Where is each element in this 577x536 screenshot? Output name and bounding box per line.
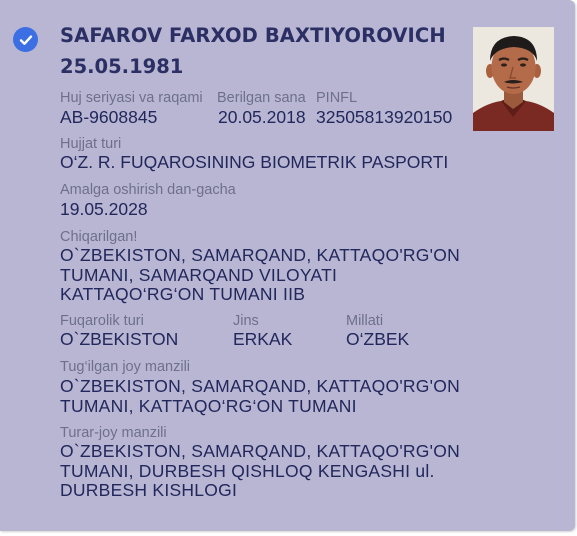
gender-value: ERKAK: [233, 329, 293, 349]
gender-label: Jins: [233, 313, 259, 329]
series-label: Huj seriyasi va raqami: [60, 90, 203, 106]
birth-date: 25.05.1981: [60, 55, 184, 78]
document-type-label: Hujjat turi: [60, 136, 122, 152]
citizenship-label: Fuqarolik turi: [60, 313, 144, 329]
nationality-value: O‘ZBEK: [346, 329, 410, 349]
issuer-label: Chiqarilgan!: [60, 229, 138, 245]
series-value: AB-9608845: [60, 107, 158, 127]
portrait-photo: [473, 27, 554, 131]
birth-place-value: O`ZBEKISTON, SAMARQAND, KATTAQO'RG'ON TUMANI, KATTAQO‘RG‘ON TUMANI: [60, 376, 461, 416]
citizenship-value: O`ZBEKISTON: [60, 329, 179, 349]
validity-value: 19.05.2028: [60, 199, 148, 219]
pinfl-value: 32505813920150: [316, 107, 453, 127]
birth-place-label: Tug‘ilgan joy manzili: [60, 359, 191, 375]
residence-value: O`ZBEKISTON, SAMARQAND, KATTAQO'RG'ON TUMANI, DURBESH QISHLOQ KENGASHI ul. DURBESH KISHLOGI: [60, 441, 461, 500]
document-type-value: O‘Z. R. FUQAROSINING BIOMETRIK PASPORTI: [60, 152, 449, 172]
check-circle-icon: [13, 27, 38, 52]
full-name: SAFAROV FARXOD BAXTIYOROVICH: [60, 24, 446, 47]
nationality-label: Millati: [346, 313, 384, 329]
residence-label: Turar-joy manzili: [60, 425, 167, 441]
pinfl-label: PINFL: [316, 90, 358, 106]
issued-date-value: 20.05.2018: [218, 107, 306, 127]
validity-label: Amalga oshirish dan-gacha: [60, 182, 236, 198]
issued-date-label: Berilgan sana: [217, 90, 306, 106]
issuer-value: O`ZBEKISTON, SAMARQAND, KATTAQO'RG'ON TUMANI, SAMARQAND VILOYATI KATTAQO‘RG‘ON TUMANI IIB: [60, 245, 461, 304]
